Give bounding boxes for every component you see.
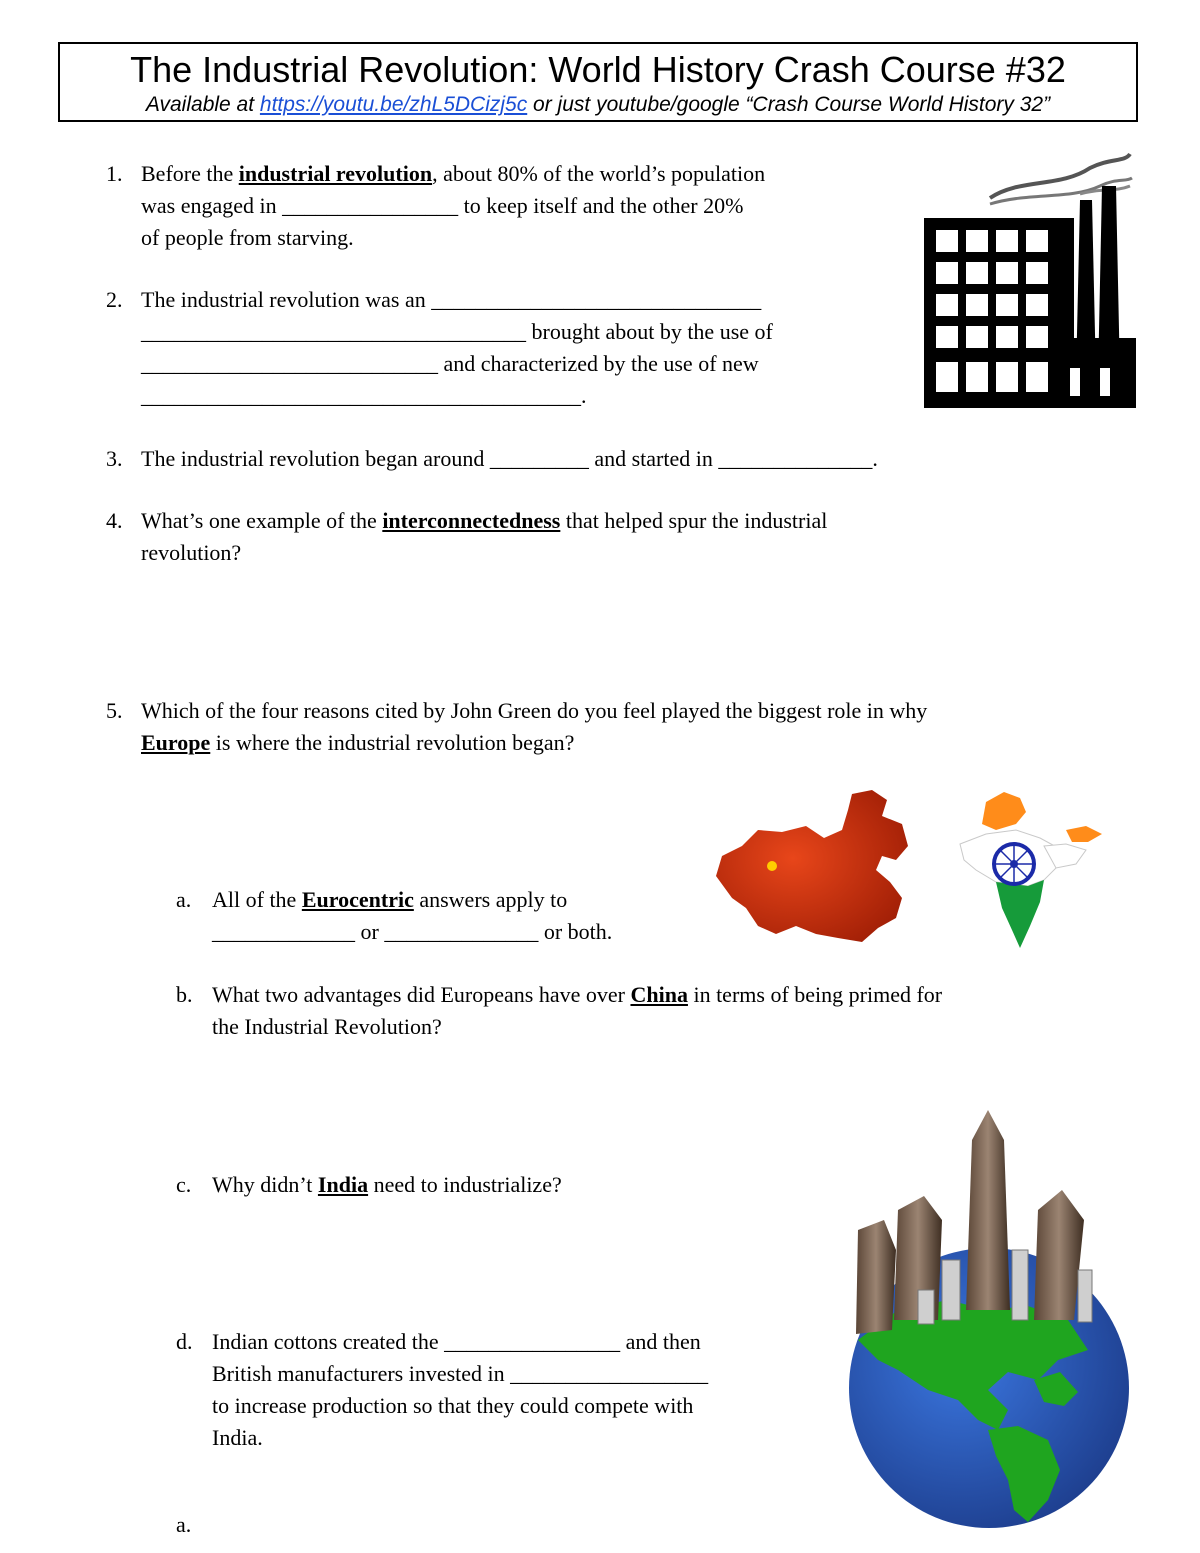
- globe-skyscrapers-icon: [838, 1110, 1140, 1540]
- q5b-line2: the Industrial Revolution?: [212, 1014, 442, 1039]
- q5c-term: India: [317, 1172, 369, 1197]
- q5-number: 5.: [106, 698, 123, 723]
- q4-number: 4.: [106, 508, 123, 533]
- q4-text-b: that helped spur the industrial: [560, 508, 828, 533]
- q5d-line4: India.: [212, 1425, 263, 1450]
- q3-number: 3.: [106, 446, 123, 471]
- q4-term: interconnectedness: [382, 508, 561, 533]
- subtitle-suffix: or just youtube/google “Crash Course World History 32”: [527, 93, 1051, 116]
- q4-line1: [141, 505, 827, 537]
- q5c-line1: [212, 1169, 562, 1201]
- q4-text-a: What’s one example of the: [141, 508, 383, 533]
- q5a-line1: [212, 884, 567, 916]
- q2-line2: ___________________________________ brought about by the use of: [141, 319, 773, 344]
- q5-line1: Which of the four reasons cited by John Green do you feel played the biggest role in why: [141, 698, 928, 723]
- q5c-text-b: need to industrialize?: [368, 1172, 562, 1197]
- video-link[interactable]: https://youtu.be/zhL5DCizj5c: [259, 93, 528, 116]
- q3-line1: The industrial revolution began around _________ and started in ______________.: [141, 446, 878, 471]
- q1-line3: of people from starving.: [141, 225, 354, 250]
- q5c-text-a: Why didn’t: [212, 1172, 318, 1197]
- q5-line2: [141, 727, 574, 759]
- factory-icon: [920, 148, 1140, 410]
- q5d-line1: Indian cottons created the ________________ and then: [212, 1329, 701, 1354]
- q2-line4: ________________________________________.: [141, 383, 587, 408]
- title-box: [58, 42, 1138, 122]
- q5b-term: China: [630, 982, 688, 1007]
- q5d-line3: to increase production so that they could compete with: [212, 1393, 694, 1418]
- q5b-line1: [212, 979, 942, 1011]
- q5a-text-a: All of the: [212, 887, 302, 912]
- q5b-text-b: in terms of being primed for: [687, 982, 943, 1007]
- q5b-letter: b.: [176, 982, 193, 1007]
- q2-line3: ___________________________ and characterized by the use of new: [141, 351, 759, 376]
- q5a-line2: _____________ or ______________ or both.: [212, 919, 613, 944]
- q1-number: 1.: [106, 161, 123, 186]
- q1-text-b: , about 80% of the world’s population: [432, 161, 766, 186]
- q2-line1: The industrial revolution was an ______________________________: [141, 287, 762, 312]
- q5d-line2: British manufacturers invested in __________________: [212, 1361, 709, 1386]
- page-title: The Industrial Revolution: World History Crash Course #32: [130, 49, 1066, 90]
- subtitle-prefix: Available at: [145, 93, 260, 116]
- q4-line2: revolution?: [141, 540, 242, 565]
- q5a-letter: a.: [176, 887, 192, 912]
- subtitle: [60, 93, 1136, 117]
- india-map-icon: [956, 790, 1106, 955]
- china-map-icon: [712, 786, 912, 946]
- q1-term: industrial revolution: [238, 161, 433, 186]
- q5-term: Europe: [141, 730, 211, 755]
- q5d-letter: d.: [176, 1329, 193, 1354]
- q5b-text-a: What two advantages did Europeans have over: [212, 982, 631, 1007]
- q5a-text-b: answers apply to: [413, 887, 568, 912]
- q2-number: 2.: [106, 287, 123, 312]
- q5c-letter: c.: [176, 1172, 192, 1197]
- trailing-letter: a.: [176, 1512, 192, 1537]
- q1-line2: was engaged in ________________ to keep itself and the other 20%: [141, 193, 744, 218]
- q1-text-a: Before the: [141, 161, 239, 186]
- q5a-term: Eurocentric: [301, 887, 414, 912]
- q5-text-rest: is where the industrial revolution began?: [210, 730, 575, 755]
- q1-line1: [141, 158, 765, 190]
